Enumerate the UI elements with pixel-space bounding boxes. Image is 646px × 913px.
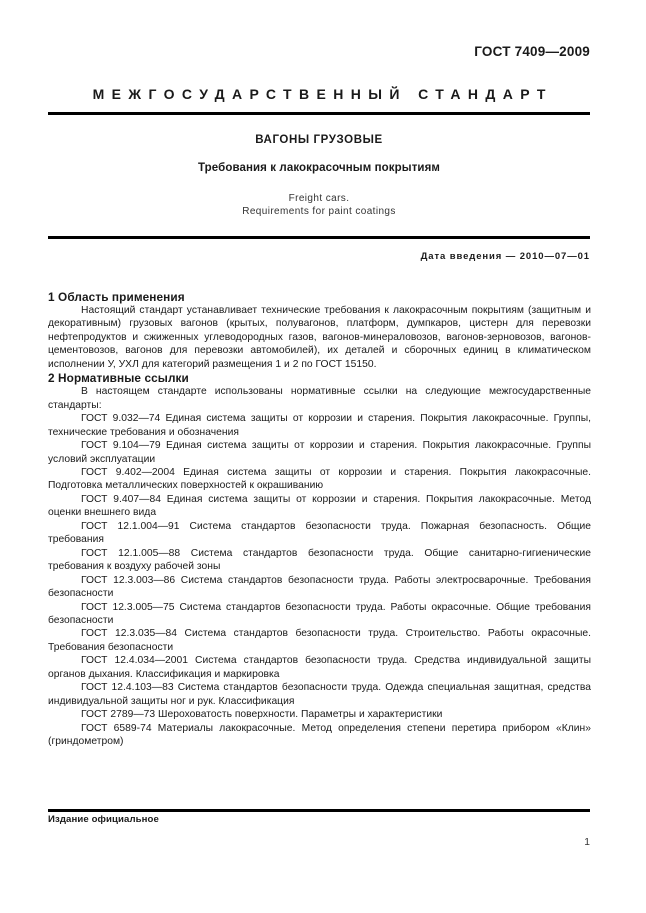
list-item: ГОСТ 2789—73 Шероховатость поверхности. Параметры и характеристики xyxy=(81,709,443,721)
section-2-intro-paragraph: В настоящем стандарте использованы нормативные ссылки на следующие межгосударственные стандарты: xyxy=(48,386,591,411)
list-item: ГОСТ 12.1.005—88 Система стандартов безопасности труда. Общие санитарно-гигиенические требования к воздуху рабочей зоны xyxy=(48,547,591,573)
list-item: ГОСТ 6589-74 Материалы лакокрасочные. Метод определения степени перетира прибором «Клин» (гриндометром) xyxy=(48,722,591,748)
document-number: ГОСТ 7409—2009 xyxy=(474,44,590,59)
normative-references-list xyxy=(48,412,591,748)
standard-banner: МЕЖГОСУДАРСТВЕННЫЙ СТАНДАРТ xyxy=(92,86,553,102)
section-2-heading: 2 Нормативные ссылки xyxy=(48,371,189,386)
header-rule-top xyxy=(48,112,590,115)
page-subtitle: Требования к лакокрасочным покрытиям xyxy=(197,162,441,174)
list-item: ГОСТ 12.1.004—91 Система стандартов безопасности труда. Пожарная безопасность. Общие требования xyxy=(48,520,591,546)
english-title-line1: Freight cars. xyxy=(288,193,350,204)
list-item: ГОСТ 12.4.034—2001 Система стандартов безопасности труда. Средства индивидуальной защиты органов дыхания. Классификация и маркировка xyxy=(48,655,591,680)
section-1-paragraph: Настоящий стандарт устанавливает технические требования к лакокрасочным покрытиям (защитным и декоративным) грузовых вагонов (крытых, полувагонов, платформ, думпкаров, цистерн для перевозки нефтепродуктов и сжиженных углеводородных газов, вагонов-минераловозов, вагонов-зерновозов, вагонов-цементовозов, вагонов для перевозки автомобилей), их деталей и сборочных единиц в климатическом исполнении У, УХЛ для категорий размещения 1 и 2 по ГОСТ 15150. xyxy=(48,305,591,370)
official-edition-note: Издание официальное xyxy=(48,814,159,825)
list-item: ГОСТ 12.3.003—86 Система стандартов безопасности труда. Работы электросварочные. Требования безопасности xyxy=(48,574,591,600)
introduction-date: Дата введения — 2010—07—01 xyxy=(420,251,590,262)
footer-rule xyxy=(48,809,590,812)
list-item: ГОСТ 12.3.005—75 Система стандартов безопасности труда. Работы окрасочные. Общие требования безопасности xyxy=(48,601,591,626)
list-item: ГОСТ 12.3.035—84 Система стандартов безопасности труда. Строительство. Работы окрасочные. Требования безопасности xyxy=(48,628,591,653)
english-title-line2: Requirements for paint coatings xyxy=(242,206,396,217)
header-rule-bottom xyxy=(48,236,590,239)
list-item: ГОСТ 12.4.103—83 Система стандартов безопасности труда. Одежда специальная защитная, средства индивидуальной защиты ног и рук. Классификация xyxy=(48,682,591,707)
list-item: ГОСТ 9.104—79 Единая система защиты от коррозии и старения. Покрытия лакокрасочные. Группы условий эксплуатации xyxy=(48,440,591,465)
page-title: ВАГОНЫ ГРУЗОВЫЕ xyxy=(255,134,383,146)
document-content xyxy=(48,290,591,749)
section-1-heading: 1 Область применения xyxy=(48,290,185,304)
english-title xyxy=(48,192,590,218)
page-number: 1 xyxy=(584,837,590,848)
list-item: ГОСТ 9.407—84 Единая система защиты от коррозии и старения. Покрытия лакокрасочные. Метод оценки внешнего вида xyxy=(48,493,591,519)
list-item: ГОСТ 9.402—2004 Единая система защиты от коррозии и старения. Покрытия лакокрасочные. Подготовка металлических поверхностей к окрашиванию xyxy=(48,466,591,492)
title-block xyxy=(48,134,590,218)
list-item: ГОСТ 9.032—74 Единая система защиты от коррозии и старения. Покрытия лакокрасочные. Группы, технические требования и обозначения xyxy=(48,413,591,438)
